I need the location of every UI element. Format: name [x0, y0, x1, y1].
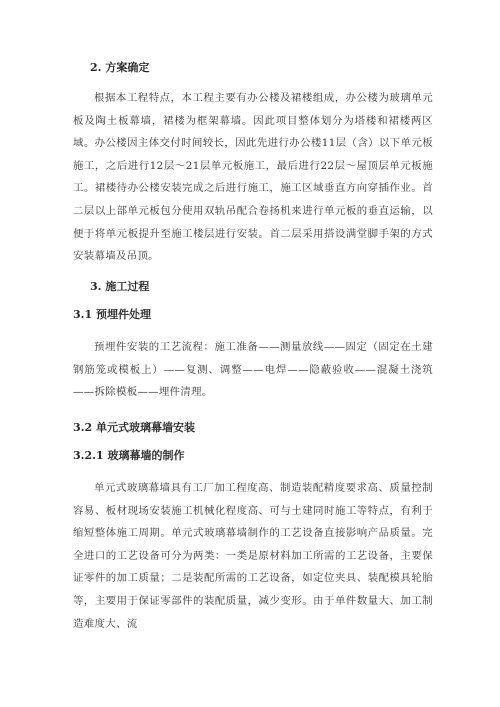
section-3-2-1-heading: 3.2.1 玻璃幕墙的制作 [73, 449, 185, 462]
section-2-heading: 2. 方案确定 [90, 61, 150, 74]
section-3-heading: 3. 施工过程 [90, 280, 150, 293]
section-3-1-heading: 3.1 预埋件处理 [73, 308, 151, 321]
section-3-2-1-body: 单元式玻璃幕墙具有工厂加工程度高、制造装配精度要求高、质量控制容易、板材现场安装施工机械化程度高、可与土建同时施工等特点，有利于缩短整体施工周期。单元式玻璃幕墙制作的工艺设备直接影响产品质量。完全进口的工艺设备可分为两类：一类是原材料加工所需的工艺设备，主要保证零件的加工质量；二是装配所需的工艺设备，如定位夹具、装配模具轮胎等，主要用于保证零部件的装配质量，减少变形。由于单件数量大、加工制造难度大、流 [73, 482, 433, 630]
section-3-2-heading: 3.2 单元式玻璃幕墙安装 [73, 421, 195, 434]
section-2-body: 根据本工程特点，本工程主要有办公楼及裙楼组成，办公楼为玻璃单元板及陶土板幕墙，裙楼为框架幕墙。因此项目整体划分为塔楼和裙楼两区域。办公楼因主体交付时间较长，因此先进行办公楼11层（含）以下单元板施工，之后进行12层～21层单元板施工，最后进行22层～屋顶层单元板施工。裙楼待办公楼安装完成之后进行施工，施工区域垂直方向穿插作业。首二层以上部单元板包分使用双轨吊配合卷扬机来进行单元板的垂直运输，以便于将单元板提升至施工楼层进行安装。首二层采用搭设满堂脚手架的方式安装幕墙及吊顶。 [73, 92, 433, 263]
section-3-1-body: 预埋件安装的工艺流程：施工准备——测量放线——固定（固定在土建钢筋笼或模板上）——复测、调整——电焊——隐蔽验收——混凝土浇筑——拆除模板——埋件清理。 [73, 341, 433, 399]
